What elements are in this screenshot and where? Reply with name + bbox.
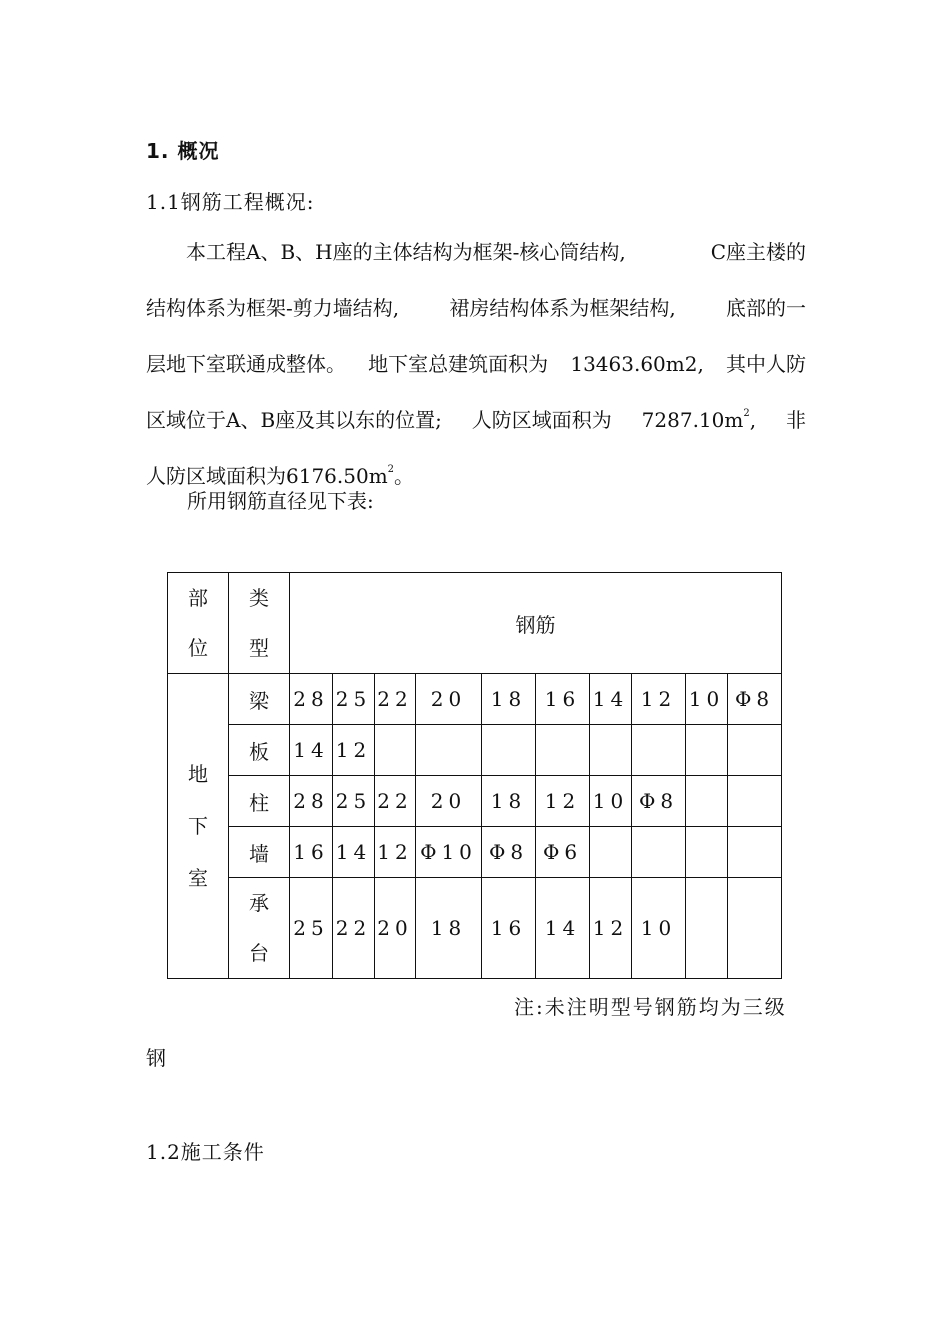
value-cell: 22 — [375, 776, 416, 827]
value-cell — [686, 878, 728, 979]
value-cell: 16 — [482, 878, 536, 979]
value-cell: 25 — [333, 674, 375, 725]
location-cell: 地 下 室 — [168, 674, 229, 979]
section-heading-rebar: 1.1钢筋工程概况: — [146, 190, 315, 214]
value-cell: 14 — [590, 674, 632, 725]
paragraph-line: 本工程A、B、H座的主体结构为框架-核心筒结构, C座主楼的 — [186, 240, 806, 264]
value-cell: 20 — [416, 674, 482, 725]
value-cell — [728, 827, 782, 878]
rebar-diameter-table — [167, 572, 782, 979]
value-cell — [686, 827, 728, 878]
table-row — [168, 878, 782, 979]
value-cell: 14 — [290, 725, 333, 776]
value-cell: 10 — [686, 674, 728, 725]
table-header-row — [168, 573, 782, 674]
value-cell: 18 — [416, 878, 482, 979]
value-cell — [416, 725, 482, 776]
value-cell: 12 — [590, 878, 632, 979]
type-cell: 板 — [229, 725, 290, 776]
value-cell: 22 — [375, 674, 416, 725]
overview-paragraph — [146, 239, 806, 519]
value-cell: 10 — [590, 776, 632, 827]
table-row — [168, 725, 782, 776]
value-cell: 28 — [290, 776, 333, 827]
paragraph-line: 结构体系为框架-剪力墙结构, 裙房结构体系为框架结构, 底部的一 — [146, 296, 806, 320]
value-cell — [686, 776, 728, 827]
value-cell: Φ8 — [482, 827, 536, 878]
value-cell: 16 — [536, 674, 590, 725]
value-cell — [482, 725, 536, 776]
table-note: 注:未注明型号钢筋均为三级 — [514, 995, 787, 1019]
type-cell: 梁 — [229, 674, 290, 725]
value-cell: 16 — [290, 827, 333, 878]
header-rebar: 钢筋 — [290, 573, 782, 674]
value-cell: 20 — [416, 776, 482, 827]
value-cell: 10 — [632, 878, 686, 979]
value-cell — [728, 878, 782, 979]
value-cell: Φ8 — [632, 776, 686, 827]
table-row — [168, 827, 782, 878]
value-cell — [632, 827, 686, 878]
value-cell: 14 — [333, 827, 375, 878]
value-cell: 20 — [375, 878, 416, 979]
type-cell: 承 台 — [229, 878, 290, 979]
value-cell: 14 — [536, 878, 590, 979]
value-cell — [632, 725, 686, 776]
paragraph-line: 区域位于A、B座及其以东的位置; 人防区域面积为 $7287.10m^2$, 非 — [146, 408, 806, 432]
value-cell — [728, 725, 782, 776]
type-cell: 柱 — [229, 776, 290, 827]
value-cell: 22 — [333, 878, 375, 979]
paragraph-line: 人防区域面积为6176.50m $^2$ 。 — [146, 464, 415, 488]
value-cell — [375, 725, 416, 776]
value-cell: 18 — [482, 776, 536, 827]
table-note-continued: 钢 — [146, 1046, 166, 1070]
value-cell — [590, 725, 632, 776]
value-cell: 25 — [333, 776, 375, 827]
value-cell — [728, 776, 782, 827]
table-row — [168, 776, 782, 827]
section-heading-overview: 1. 概况 — [146, 139, 220, 163]
paragraph-line: 层地下室联通成整体。 地下室总建筑面积为 13463.60m2, 其中人防 — [146, 352, 806, 376]
value-cell: 12 — [333, 725, 375, 776]
table-row — [168, 674, 782, 725]
value-cell — [686, 725, 728, 776]
value-cell — [590, 827, 632, 878]
section-heading-conditions: 1.2施工条件 — [146, 1140, 265, 1164]
value-cell: 12 — [536, 776, 590, 827]
header-location: 部 位 — [168, 573, 229, 674]
value-cell: 18 — [482, 674, 536, 725]
value-cell: 28 — [290, 674, 333, 725]
value-cell: 12 — [632, 674, 686, 725]
value-cell: Φ6 — [536, 827, 590, 878]
type-cell: 墙 — [229, 827, 290, 878]
value-cell — [536, 725, 590, 776]
value-cell: Φ8 — [728, 674, 782, 725]
value-cell: 12 — [375, 827, 416, 878]
header-type: 类 型 — [229, 573, 290, 674]
value-cell: Φ10 — [416, 827, 482, 878]
value-cell: 25 — [290, 878, 333, 979]
table-intro: 所用钢筋直径见下表: — [187, 489, 374, 513]
